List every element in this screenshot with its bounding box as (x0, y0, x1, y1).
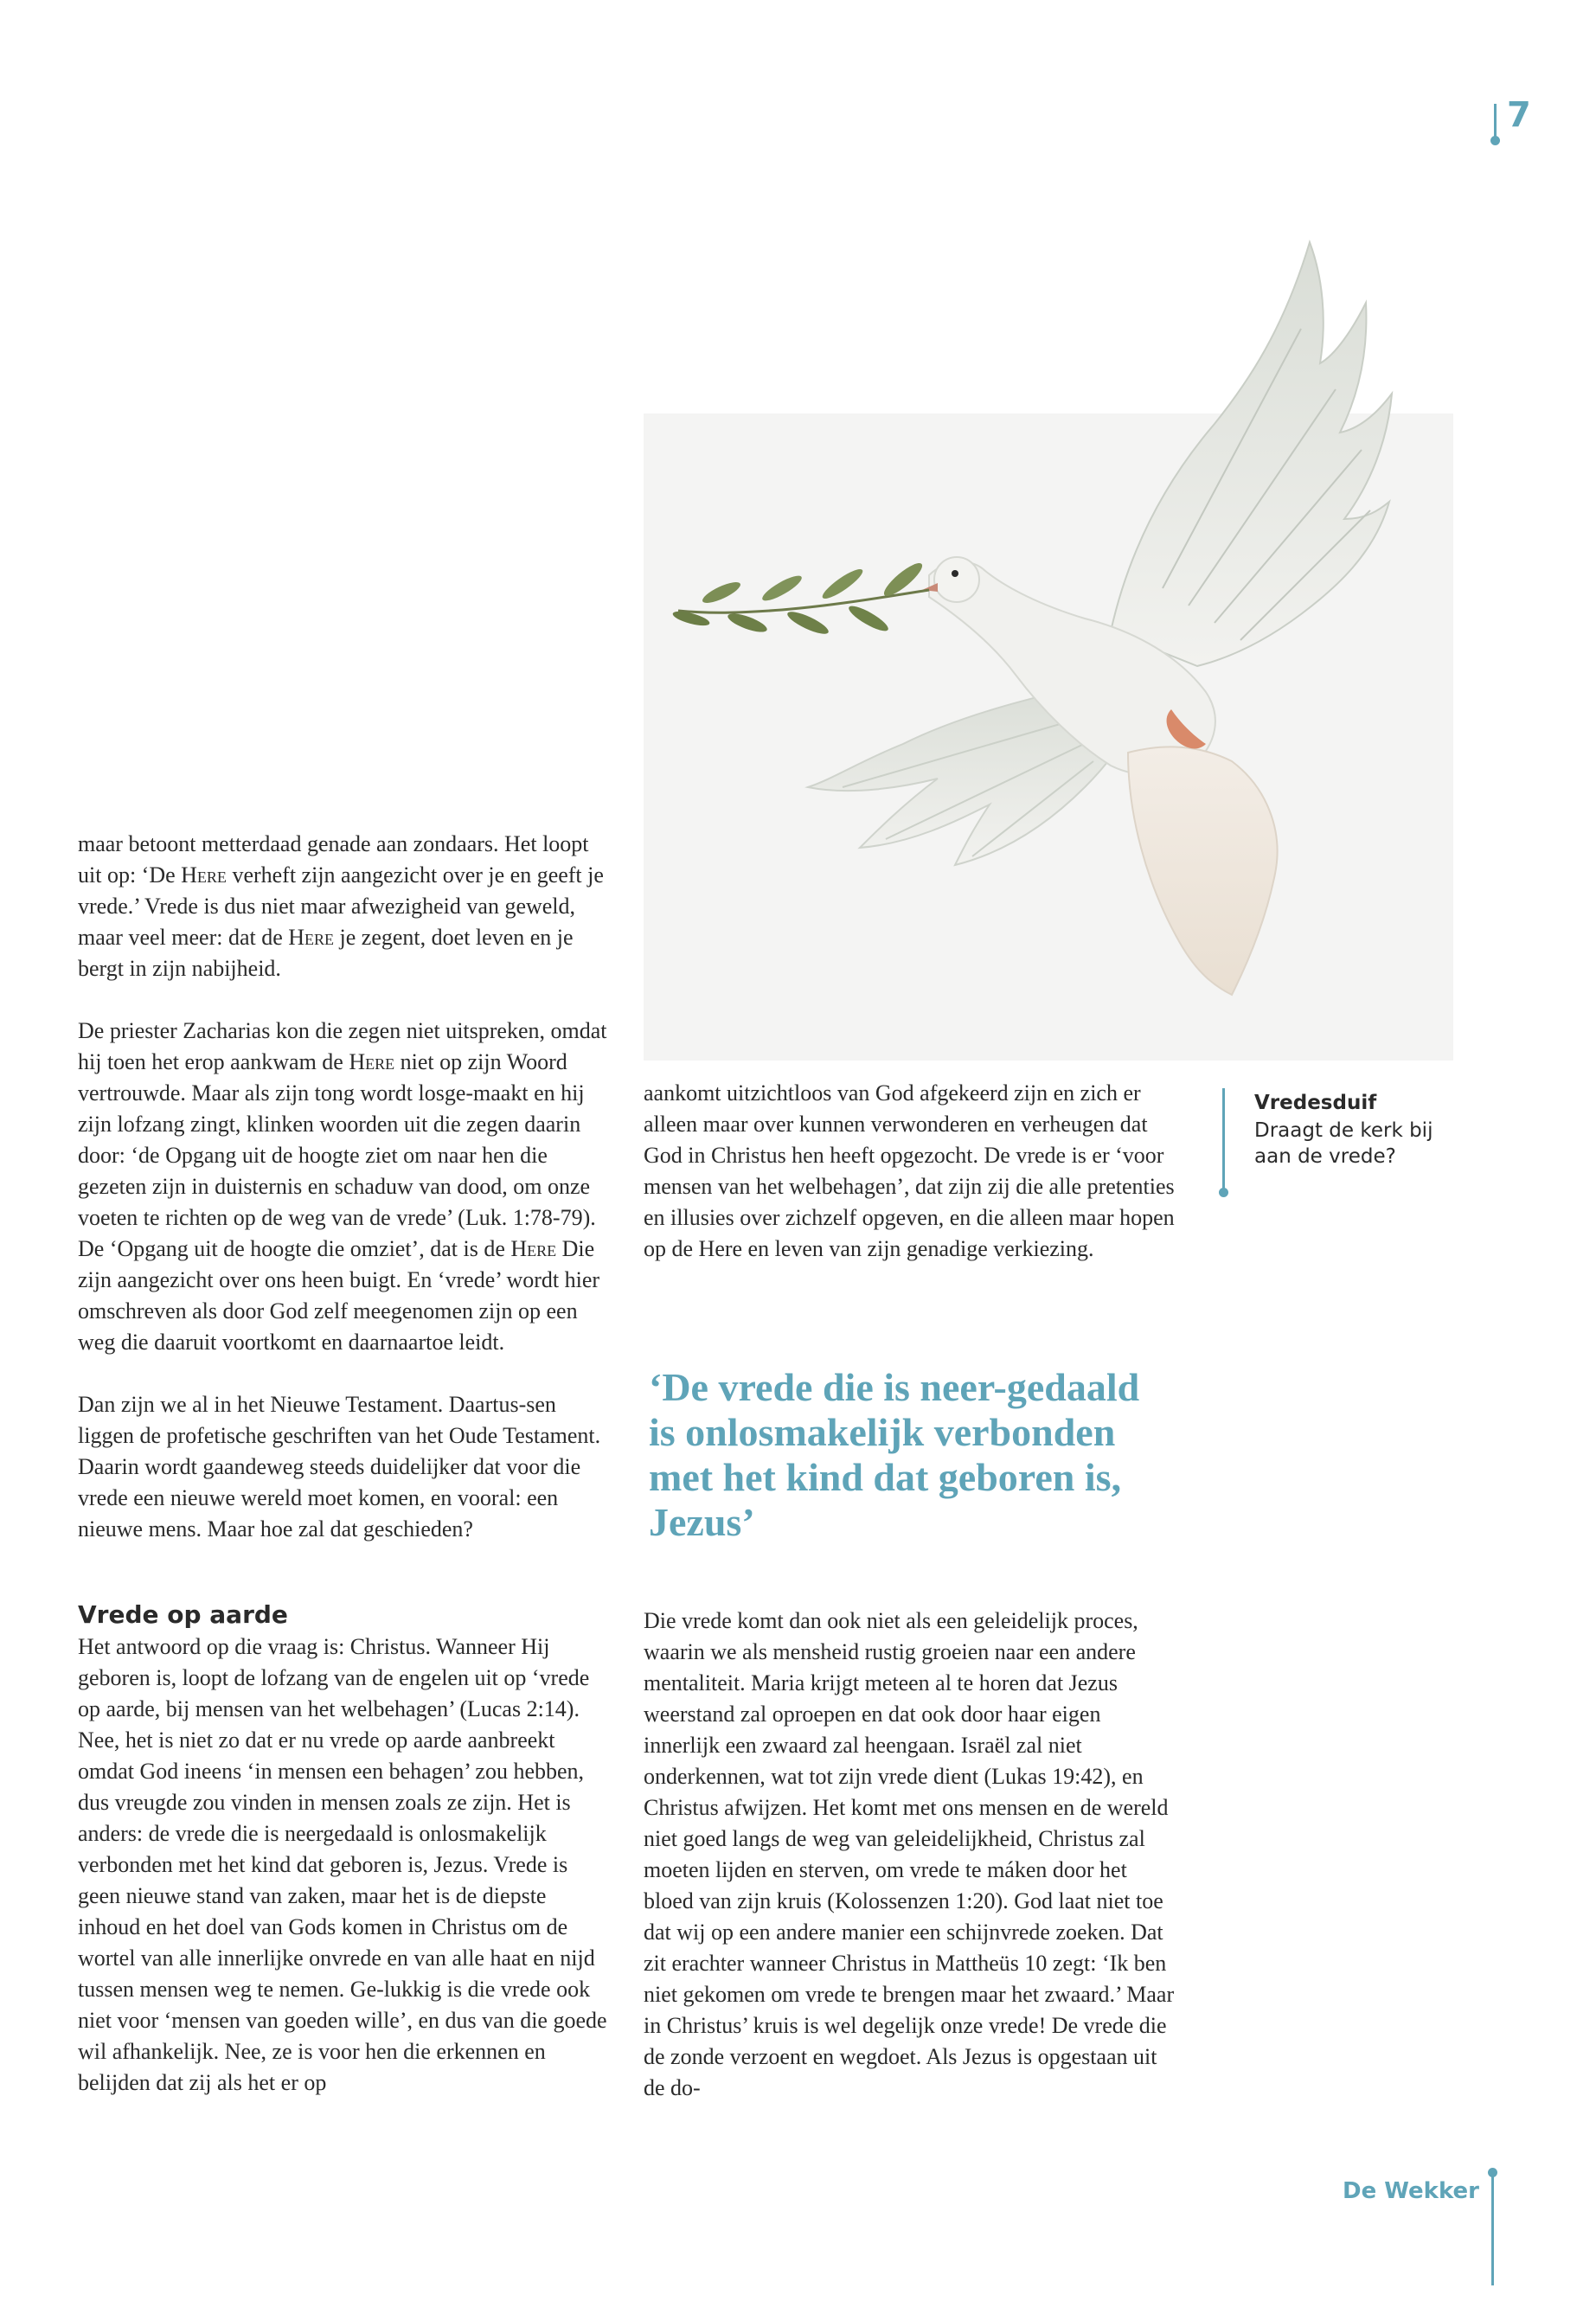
middle-column-top (644, 1078, 1180, 1265)
footer-dot (1488, 2168, 1497, 2177)
pull-quote: ‘De vrede die is neer-gedaald is onlosmakelijk verbonden met het kind dat geboren is, Jezus’ (649, 1365, 1140, 1544)
footer-rule (1491, 2173, 1494, 2285)
paragraph (78, 829, 614, 984)
divine-name: Here (288, 925, 335, 950)
divine-name: Here (181, 862, 227, 888)
section-heading: Vrede op aarde (78, 1600, 288, 1629)
caption-dot (1219, 1188, 1228, 1197)
caption-rule (1222, 1088, 1225, 1192)
left-column-top (78, 829, 614, 1545)
divine-name: Here (349, 1049, 395, 1074)
publication-name: De Wekker (1343, 2178, 1479, 2204)
paragraph (78, 1016, 614, 1358)
text-run: je zegent, doet leven en je bergt in zijn nabijheid. (78, 925, 574, 981)
paragraph: Dan zijn we al in het Nieuwe Testament. Daartus-sen liggen de profetische geschriften van het Oude Testament. Daarin wordt gaandeweg steeds duidelijker dat voor die vrede een nieuwe wereld moet komen, en vooral: een nieuwe mens. Maar hoe zal dat geschieden? (78, 1392, 601, 1541)
page-number-dot (1490, 136, 1500, 145)
text-run: maar betoont metterdaad genade aan zondaars. Het loopt uit op: ‘De (78, 831, 589, 888)
left-column-bottom (78, 1631, 614, 2099)
paragraph: Het antwoord op die vraag is: Christus. Wanneer Hij geboren is, loopt de lofzang van de engelen uit op ‘vrede op aarde, bij mensen van het welbehagen’ (Lucas 2:14). Nee, het is niet zo dat er nu vrede op aarde aanbreekt omdat God ineens ‘in mensen een behagen’ zou hebben, dus vreugde zou vinden in mensen zoals ze zijn. Het is anders: de vrede die is neergedaald is onlosmakelijk verbonden met het kind dat geboren is, Jezus. Vrede is geen nieuwe stand van zaken, maar het is de diepste inhoud en het doel van Gods komen in Christus om de wortel van alle innerlijke onvrede en van alle haat en nijd tussen mensen weg te nemen. Ge-lukkig is die vrede ook niet voor ‘mensen van goeden wille’, en dus van die goede wil afhankelijk. Nee, ze is voor hen die erkennen en belijden dat zij als het er op (78, 1634, 607, 2095)
caption-text: Draagt de kerk bij aan de vrede? (1254, 1119, 1433, 1168)
text-run: Die zijn aangezicht over ons heen buigt. En ‘vrede’ wordt hier omschreven als door God zelf meegenomen zijn op een weg die daaruit voortkomt en daarnaartoe leidt. (78, 1236, 600, 1355)
dove-with-olive-branch-icon (644, 225, 1453, 1061)
text-run: De priester Zacharias kon die zegen niet uitspreken, omdat hij toen het erop aankwam de (78, 1018, 607, 1074)
text-run: verheft zijn aangezicht over je en geeft je vrede.’ Vrede is dus niet maar afwezigheid van geweld, maar veel meer: dat de (78, 862, 604, 950)
caption-title: Vredesduif (1254, 1092, 1377, 1114)
paragraph: aankomt uitzichtloos van God afgekeerd zijn en zich er alleen maar over kunnen verwonderen en verheugen dat God in Christus hen heeft opgezocht. De vrede is er ‘voor mensen van het welbehagen’, dat zijn zij die alle pretenties en illusies over zichzelf opgeven, en die alleen maar hopen op de Here en leven van zijn genadige verkiezing. (644, 1080, 1175, 1261)
paragraph: Die vrede komt dan ook niet als een geleidelijk proces, waarin we als mensheid rustig groeien naar een andere mentaliteit. Maria krijgt meteen al te horen dat Jezus weerstand zal oproepen en dat ook door haar eigen innerlijk een zwaard zal heengaan. Israël zal niet onderkennen, wat tot zijn vrede dient (Lukas 19:42), en Christus afwijzen. Het komt met ons mensen en de wereld niet goed langs de weg van geleidelijkheid, Christus zal moeten lijden en sterven, om vrede te máken door het bloed van zijn kruis (Kolossenzen 1:20). God laat niet toe dat wij op een andere manier een schijnvrede zoeken. Dat zit erachter wanneer Christus in Mattheüs 10 zegt: ‘Ik ben niet gekomen om vrede te brengen maar het zwaard.’ Maar in Christus’ kruis is wel degelijk onze vrede! De vrede die de zonde verzoent en wegdoet. Als Jezus is opgestaan uit de do- (644, 1608, 1175, 2100)
page-number-rule (1494, 104, 1497, 138)
text-run: niet op zijn Woord vertrouwde. Maar als zijn tong wordt losge-maakt en hij zijn lofzang zingt, klinken woorden uit die zegen daarin door: ‘de Opgang uit de hoogte ziet om naar hen die gezeten zijn in duisternis en schaduw van dood, om onze voeten te richten op de weg van de vrede’ (Luk. 1:78-79). De ‘Opgang uit de hoogte die omziet’, dat is de (78, 1049, 596, 1261)
middle-column-bottom (644, 1606, 1180, 2104)
page-number: 7 (1507, 95, 1531, 135)
divine-name: Here (510, 1236, 557, 1261)
